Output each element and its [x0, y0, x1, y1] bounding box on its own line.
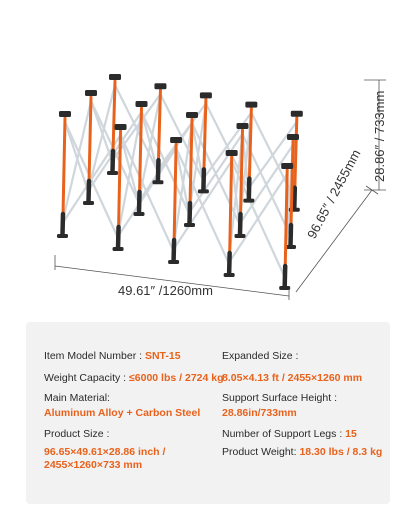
surface-height-label: Support Surface Height :: [222, 392, 337, 404]
leg-top-cap: [59, 111, 71, 117]
leg-top-cap: [109, 74, 121, 80]
leg-foot: [224, 273, 235, 277]
leg-top-cap: [136, 101, 148, 107]
height-dimension-label: 28.86″ / 733mm: [372, 90, 387, 182]
leg-foot: [113, 247, 124, 251]
leg-top-cap: [170, 137, 182, 143]
legs-row: [222, 428, 357, 441]
leg-top-cap: [200, 92, 212, 98]
leg-foot: [198, 189, 209, 193]
leg-sleeve: [113, 151, 114, 171]
product-weight-label: Product Weight:: [222, 446, 297, 458]
leg-sleeve: [203, 169, 204, 189]
leg-tube: [140, 108, 142, 194]
leg-tube: [204, 99, 206, 171]
weight-capacity-label: Weight Capacity :: [44, 372, 127, 384]
leg-tube: [230, 157, 232, 255]
leg-foot: [279, 286, 290, 290]
expanded-size-value: 8.05×4.13 ft / 2455×1260 mm: [222, 372, 363, 384]
leg-tube: [113, 81, 115, 153]
product-weight-row: [222, 446, 382, 459]
leg-tube: [89, 97, 91, 183]
expanded-size-label: Expanded Size :: [222, 350, 299, 362]
leg-top-cap: [186, 112, 198, 118]
leg-foot: [134, 212, 145, 216]
leg-tube: [285, 170, 287, 268]
leg-foot: [152, 180, 163, 184]
product-size-value: 96.65×49.61×28.86 inch / 2455×1260×733 mm: [44, 446, 166, 471]
weight-capacity-value: ≤6000 lbs / 2724 kg: [129, 372, 224, 384]
leg-sleeve: [118, 227, 119, 247]
leg-tube: [241, 130, 243, 216]
weight-capacity-row: [44, 372, 224, 385]
leg-sleeve: [89, 181, 90, 201]
leg-sleeve: [158, 160, 159, 180]
material-value: Aluminum Alloy + Carbon Steel: [44, 407, 201, 419]
leg-tube: [119, 131, 121, 229]
model-label: Item Model Number :: [44, 350, 143, 362]
leg-top-cap: [291, 111, 303, 117]
leg-tube: [295, 118, 297, 190]
leg-sleeve: [285, 266, 286, 286]
leg-top-cap: [115, 124, 127, 130]
leg-foot: [235, 234, 246, 238]
leg-tube: [190, 119, 192, 205]
product-size-label: Product Size :: [44, 428, 110, 440]
leg-sleeve: [291, 225, 292, 245]
leg-foot: [83, 201, 94, 205]
spec-panel: [26, 322, 390, 504]
model-value: SNT-15: [144, 350, 181, 362]
leg-sleeve: [139, 192, 140, 212]
width-dimension-label: 49.61″ /1260mm: [118, 283, 213, 298]
legs-value: 15: [345, 428, 357, 440]
leg-tube: [63, 118, 65, 216]
leg-tube: [249, 109, 251, 181]
leg-sleeve: [63, 214, 64, 234]
leg-top-cap: [85, 90, 97, 96]
leg-sleeve: [229, 253, 230, 273]
leg-foot: [184, 223, 195, 227]
leg-top-cap: [287, 134, 299, 140]
leg-tube: [291, 141, 293, 227]
cross-strut: [248, 122, 296, 189]
leg-foot: [57, 234, 68, 238]
leg-top-cap: [237, 123, 249, 129]
model-row: [44, 350, 181, 363]
leg-sleeve: [174, 240, 175, 260]
product-weight-value: 18.30 lbs / 8.3 kg: [299, 446, 383, 458]
leg-foot: [243, 199, 254, 203]
leg-sleeve: [190, 203, 191, 223]
leg-tube: [174, 144, 176, 242]
leg-sleeve: [240, 214, 241, 234]
surface-height-value: 28.86in/733mm: [222, 407, 297, 419]
leg-top-cap: [281, 163, 293, 169]
leg-tube: [158, 90, 160, 162]
leg-top-cap: [245, 102, 257, 108]
leg-top-cap: [154, 83, 166, 89]
legs-label: Number of Support Legs :: [222, 428, 343, 440]
leg-sleeve: [294, 188, 295, 208]
frame-struts: [62, 85, 297, 276]
leg-sleeve: [249, 179, 250, 199]
leg-foot: [107, 171, 118, 175]
leg-top-cap: [226, 150, 238, 156]
material-label: Main Material:: [44, 392, 110, 404]
leg-foot: [168, 260, 179, 264]
depth-dimension-label: 96.65″ / 2455mm: [304, 146, 364, 242]
